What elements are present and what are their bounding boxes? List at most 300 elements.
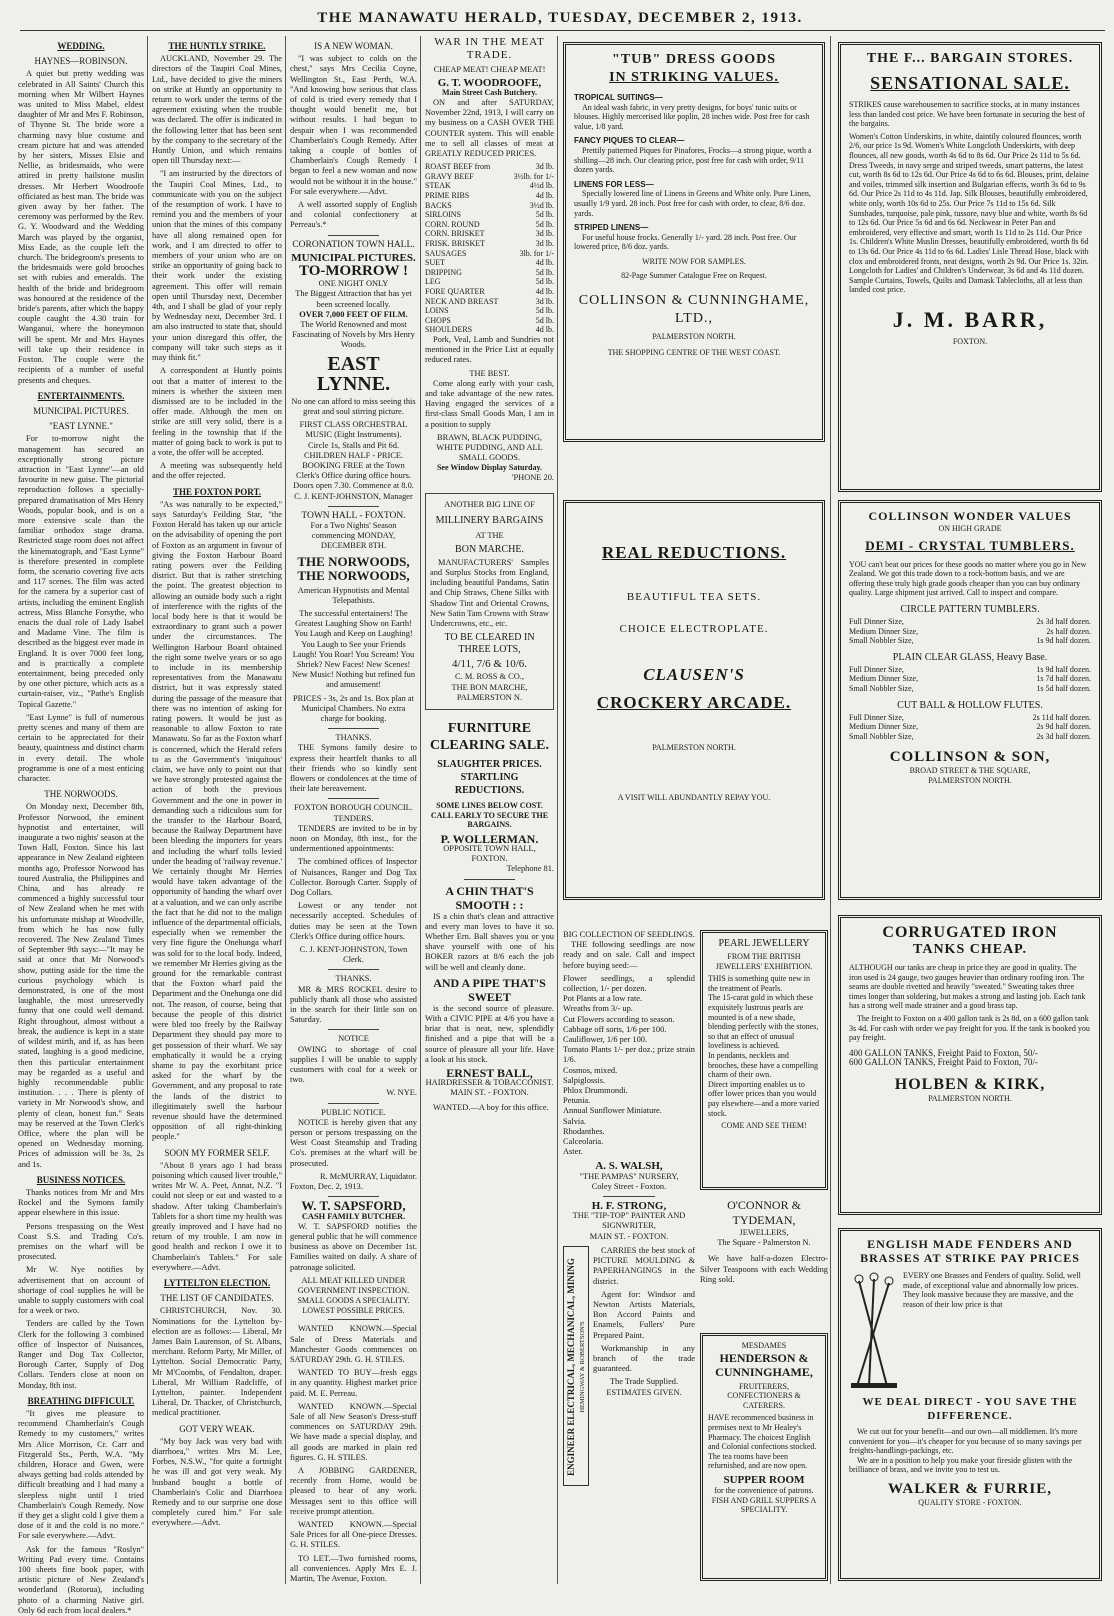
masthead: THE MANAWATU HERALD, TUESDAY, DECEMBER 2, 1913.	[317, 10, 803, 26]
iron-title-2: TANKS CHEAP.	[913, 942, 1027, 957]
meat-price-row-label: CORN. ROUND	[425, 219, 480, 229]
meat-price-row	[425, 210, 554, 220]
notice-date: Foxton, Dec. 2, 1913.	[290, 1182, 363, 1192]
coll-g3: CUT BALL & HOLLOW FLUTES.	[897, 699, 1043, 711]
masthead-rule	[20, 30, 1105, 31]
henderson-trade: FRUITERERS, CONFECTIONERS & CATERERS.	[727, 1381, 801, 1410]
attraction: The Biggest Attraction that has yet been screened locally.	[295, 289, 412, 309]
seed-item: Pot Plants at a low rate.	[563, 994, 643, 1004]
thanks-text-2: MR & MRS ROCKEL desire to publicly thank all those who assisted in the search for their little son on Saturday.	[290, 984, 417, 1025]
iron-place: PALMERSTON NORTH.	[928, 1093, 1012, 1103]
collinson-advert	[838, 500, 1102, 900]
tumbler-price-row-value: 2s 3d half dozen.	[1036, 731, 1091, 741]
new-woman-heading: IS A NEW WOMAN.	[314, 41, 393, 51]
municipal-pictures-heading: MUNICIPAL PICTURES.	[33, 405, 129, 416]
barr-title: SENSATIONAL SALE.	[870, 73, 1070, 93]
east-lynne-heading: "EAST LYNNE."	[49, 421, 113, 432]
business-notice: Mr W. Nye notifies by advertisement that on account of shortage of coal supplies he will be unable to supply customers with coal for a week or two.	[18, 1265, 144, 1316]
tumbler-price-row	[849, 665, 1091, 675]
electroplate: CHOICE ELECTROPLATE.	[619, 623, 769, 635]
tenders-heading: TENDERS.	[333, 813, 374, 823]
tumbler-price-row-value: 1s 9d half dozen.	[1036, 664, 1091, 674]
the-best: THE BEST.	[469, 368, 510, 378]
estimates: ESTIMATES GIVEN.	[606, 1387, 682, 1397]
engineer-text-2: HEMINGWAY & ROBERTSON'S	[579, 1321, 586, 1413]
hypnotists: American Hypnotists and Mental Telepathists.	[297, 585, 410, 605]
seed-item: Salvia.	[563, 1116, 587, 1126]
meat-price-row-value: 3d lb.	[535, 238, 554, 248]
strike-article: AUCKLAND, November 29. The directors of the Taupiri Coal Mines, Ltd., have decided to give the miners on strike at Huntly an opportunity to return to work under the terms of the agreement existing when the trouble was declared. The offer is indicated in the following letter that has been sent by the company to the secretary of the Huntly Union, and which remains open till Thursday next:—	[152, 54, 282, 166]
strong-text: CARRIES the best stock of PICTURE MOULDING & PAPERHANGINGS in the district.	[593, 1245, 695, 1286]
fend-text-2: We cut out for your benefit—and our own—all middlemen. It's more convenient for you—it's cheaper for you because of so many savings per freights-handlings-packings, etc.	[849, 1427, 1082, 1456]
tumbler-price-row	[849, 617, 1091, 627]
cheap-meat: CHEAP MEAT! CHEAP MEAT!	[433, 65, 546, 74]
meat-price-row	[425, 229, 554, 239]
seed-item: Cauliflower, 1/6 per 100.	[563, 1035, 648, 1045]
meat-price-row-label: ROAST BEEF from	[425, 162, 491, 172]
pearl-t4: Direct importing enables us to offer lower prices than you would pay elsewhere—and a more varied stock.	[708, 1079, 820, 1118]
coronation-hall: CORONATION TOWN HALL.	[292, 239, 415, 250]
meat-price-row-label: NECK AND BREAST	[425, 296, 499, 306]
soon-article: "About 8 years ago I had brass poisoning which caused liver trouble," writes Mr W. A. Peet, Annat, N.Z. "I could not sleep or eat and wasted to a shadow. After taking Chamberlain's Tablets for a short time my health was greatly improved and I have had no return of my trouble. I am now in good health and reckon I owe it to Chamberlain's Tablets." For sale everywhere.—Advt.	[152, 1160, 282, 1272]
thanks-heading: THANKS.	[335, 733, 372, 743]
pearl-head: PEARL JEWELLERY	[718, 938, 810, 949]
meat-price-row	[425, 249, 554, 259]
tub-title-2: IN STRIKING VALUES.	[609, 70, 779, 85]
meat-price-row	[425, 325, 554, 335]
wanted-notice: WANTED KNOWN.—Special Sale of Dress Materials and Manchester Goods commences on SATURDAY 29th. G. H. STILES.	[290, 1324, 417, 1364]
henderson-text: HAVE recommenced business in premises next to Mr Healey's Pharmacy. The choicest English and Colonial confections stocked. The tea rooms have been refurnished, and are now open.	[708, 1413, 817, 1471]
orchestra: FIRST CLASS ORCHESTRAL MUSIC (Eight Instruments).	[299, 420, 408, 440]
meat-price-row-label: PRIME RIBS	[425, 191, 470, 200]
henderson-advert	[700, 1333, 828, 1581]
tub-s3-text: Specially lowered line of Linens in Greens and White only. Pure Linen, usually 1/9 yard. 28 inch. Post free for cash with order, to clear, 8/6 doz. yards.	[574, 189, 811, 218]
town-hall: TOWN HALL - FOXTON.	[301, 510, 406, 521]
tumbler-price-row	[849, 732, 1091, 742]
come-text: Come along early with your cash, and take advantage of the new rates. Having engaged the services of a first-class Small Goods Man, I am in a position to supply	[425, 378, 554, 429]
wollerman-sub: OPPOSITE TOWN HALL, FOXTON.	[443, 843, 536, 864]
walsh-sub: "THE PAMPAS" NURSERY,	[579, 1171, 679, 1181]
call-early: CALL EARLY TO SECURE THE BARGAINS.	[430, 810, 549, 830]
got-weak-article: "My boy Jack was very bad with diarrhoea," writes Mrs M. Lee, Forbes, N.S.W., "for quite a fortnight he was ill and got very weak. My husband bought a bottle of Chamberlain's Colic and Diarrhoea Remedy and to our surprise one dose completely cured him." For sale everywhere.—Advt.	[152, 1436, 282, 1528]
soon-heading: SOON MY FORMER SELF.	[164, 1147, 270, 1158]
thanks-heading-2: THANKS.	[335, 974, 372, 984]
tumbler-price-row-label: Full Dinner Size,	[849, 712, 904, 722]
meat-price-row-label: BACKS	[425, 200, 452, 210]
business-notice: Tenders are called by the Town Clerk for the following 3 combined office of Inspector of Nuisances, Ranger and Dog Tax Collector, Borough Carter, Supply of Dog Collars. Tenders close at noon on Monday, 8th inst.	[18, 1319, 144, 1390]
real-title: REAL REDUCTIONS.	[601, 543, 787, 562]
woodroofe-text: ON and after SATURDAY, November 22nd, 1913, I will carry on my business on a CASH OVER THE COUNTER system. This will enable me to sell all classes of meat at GREATLY REDUCED PRICES.	[425, 98, 554, 159]
bon-lots: 4/11, 7/6 & 10/6.	[451, 658, 528, 671]
meat-price-row-value: 4d lb.	[535, 191, 554, 200]
wanted-notice: WANTED KNOWN.—Special Sale of all New Season's Dress-stuff commences on SATURDAY 29th. We have made a special display, and all goods are marked in plain red figures. G. H. STILES.	[290, 1401, 417, 1462]
tub-s4-head: STRIPED LINENS—	[574, 223, 649, 233]
tumbler-price-row	[849, 684, 1091, 694]
thanks-text: THE Symons family desire to express their heartfelt thanks to all their friends who so kindly sent flowers or condolences at the time of their late bereavement.	[290, 743, 417, 794]
war-heading: WAR IN THE MEAT TRADE.	[434, 36, 545, 61]
tub-firm: COLLINSON & CUNNINGHAME, LTD.,	[578, 293, 810, 327]
tenders-text-2: Lowest or any tender not necessarily accepted. Schedules of duties may be seen at the Town Clerk's Office during office hours.	[290, 901, 417, 941]
seed-item: Salpiglossis.	[563, 1075, 606, 1085]
norwoods-ad-text: The successful entertainers! The Greatest Laughing Show on Earth! You Laugh and Keep on Laughing! You Laugh to See your Friends Laugh! You Roar! You Scream! You Shriek? New Faces! New Scenes! New Music! Nothing but refined fun and amusement!	[291, 608, 416, 690]
oconnor: O'CONNOR & TYDEMAN,	[727, 1198, 801, 1227]
strong-addr: MAIN ST. - FOXTON.	[589, 1231, 669, 1241]
iron-advert	[838, 915, 1102, 1215]
coll-addr: BROAD STREET & THE SQUARE,	[909, 766, 1031, 776]
meat-price-row	[425, 162, 554, 172]
meat-price-row-label: CORN. BRISKET	[425, 229, 485, 239]
port-article: "As was naturally to be expected," says Saturday's Feilding Star, "the Foxton Herald has taken up our article on the advisability of opening the port of Foxton as an argument in favour of giving the Foxton Harbour Board rating powers over the Feilding district. But that is rather stretching the point. The greatest objection to allowing an outside body such a right of interference with the rights of the local body here is that it would be extraordinary to grant such a power under the circumstances. The Wellington Harbour Board obtained the right some twelve years or so ago to include in its membership representatives from the Manawatu district, but it was expressly stated during the passage of the measure that there was no intention of asking for rating powers. It would be just as reasonable to allow Foxton to rate Manawatu. So far as the Foxton wharf is concerned, which the Herald refers to as the Government's 'iniquitous' claim, we have only to point out that we have strongly protested against the action of both the previous Government and the one in power in demanding such a ridiculous sum for the transfer to the Harbour Board, because the Railway Department have been bleeding the importers for years and including the wharf tolls levied under the heading of 'railway revenue.' We certainly thought Mr Herries would have taken advantage of the opportunity of handing the wharf over at a valuation, and we can only ascribe the fact that he did not to the malign influence of the departmental officials, especially when we remember the very fine figure the Onehunga wharf was sold for to the local body. Indeed, we remember Mr Herries giving as the ground for the remarkable contrast that the Foxton wharf paid the Department and the Onehunga one did not. The reason, of course, being that because the people of this district were bled too freely by the Railway Department they should pay more to get possession of their wharf. We say emphatically it would be a crying shame to pay the exorbitant price asked for the wharf by the Government, and any proposal to rate the lands of the district to illegitimately swell the harbour revenue should have the determined opposition of all right-thinking people."	[152, 499, 282, 1142]
coll-text: YOU can't beat our prices for these goods no matter where you go in New Zealand. We got this trade down to a rock-bottom basis, and we are offering these truly high grade goods cheaper than you can buy ordinary quality. Large shipment just arrived. Call to inspect and compare.	[849, 559, 1087, 598]
novels: The World Renowned and most Fascinating of Novels by Mrs Henry Woods.	[292, 320, 415, 350]
meat-price-row-label: SIRLOINS	[425, 210, 462, 220]
bon-place: PALMERSTON N.	[456, 692, 523, 702]
column-divider	[147, 36, 148, 1584]
meat-price-row-value: 4½d lb.	[529, 181, 554, 191]
below-cost: SOME LINES BELOW COST.	[436, 800, 543, 810]
meat-price-row-value: 4d lb.	[535, 286, 554, 296]
seed-item: Cut Flowers according to season.	[563, 1014, 675, 1024]
lyttelton-subheading: THE LIST OF CANDIDATES.	[160, 1293, 274, 1304]
breathing-heading: BREATHING DIFFICULT.	[27, 1395, 135, 1406]
meat-price-row-label: CHOPS	[425, 315, 451, 325]
meat-price-row-label: FORE QUARTER	[425, 286, 485, 296]
east-lynne-article: For to-morrow night the management has secured an exceptionally strong picture attraction in "East Lynne"—an old favourite in new guise. The pictorial reproduction follows a specially-prepared dramatisation of Mrs Henry Woods, popular book, and is on a more extensive scale than the familiar orthodox stage drama. Restricted stage room does not affect the kinematograph, and "East Lynne" is therefore presented in complete form, the scenario covering five acts and 117 scenes. The film was acted for the camera by a superior cast of artists, including the eminent English actress, Miss Blanche Forsythe, who enacts the dual role of Lady Isabel and Madame Vine. The film is described as the biggest ever made in England. It is over 7000 feet long, and is practically a complete entertainment, being preceded only by one other picture, which acts as a curtain-raiser, viz., "Pathe's English Topical Gazette."	[18, 434, 144, 709]
meat-price-row	[425, 258, 554, 268]
seed-item: Calceolaria.	[563, 1137, 604, 1147]
tumbler-price-row-label: Small Nobbler Size,	[849, 683, 914, 693]
foxton-port-heading: THE FOXTON PORT.	[172, 486, 262, 497]
seed-item: Cosmos, mixed.	[563, 1065, 618, 1075]
doors: Doors open 7.30. Commence at 8.0.	[293, 481, 414, 491]
visit: A VISIT WILL ABUNDANTLY REPAY YOU.	[617, 792, 771, 802]
wedding-article: A quiet but pretty wedding was celebrated in All Saints' Church this morning when Mr Wilbert Haynes was united to Miss Mabel, eldest daughter of Mr and Mrs F. Robinson, of Thynne St. The bride wore a charming navy blue costume and cream picture hat and was attended by her sisters, Misses Elsie and Nellie, as bridesmaids, who were attired in pretty hailstone muslin dresses. Mr Herbert Woodroofe officiated as best man. The bride was given away by her father. The ceremony was performed by the Rev. G. Y. Woodward and the Wedding March was played by the organist, Miss Eade, as the couple left the church. The bridegroom's presents to the bridesmaids were gold brooches set with rubies and emeralds. The health of the bride and bridegroom was honoured at the residence of the bride's parents, after which the happy couple caught the 4.30 train for Wanganui, where the honeymoon will be spent. Mr and Mrs Haynes will take up their residence in Foxton. The couple were the recipients of a number of useful presents and cheques.	[18, 69, 144, 385]
pearl-t1: THIS is something quite new in the treatment of Pearls.	[708, 974, 810, 993]
barr-place: FOXTON.	[952, 336, 988, 346]
oconnor-advert	[700, 1198, 828, 1328]
wedding-subheading: HAYNES—ROBINSON.	[34, 56, 128, 67]
tumbler-price-row-label: Small Nobbler Size,	[849, 636, 914, 646]
walsh: A. S. WALSH,	[595, 1160, 663, 1173]
tub-s1-head: TROPICAL SUITINGS—	[574, 93, 663, 102]
tumbler-price-row-label: Full Dinner Size,	[849, 616, 904, 626]
coll-g3-rows	[849, 713, 1091, 742]
tumbler-price-row	[849, 627, 1091, 637]
tumbler-price-row-label: Medium Dinner Size,	[849, 674, 919, 684]
strong-text-3: Workmanship in any branch of the trade guaranteed.	[593, 1343, 695, 1374]
iron-freight: The freight to Foxton on a 400 gallon tank is 2s 8d, on a 600 gallon tank 3s 4d. For cash with order we pay freight for you. If the tank is booked you pay freight.	[849, 1013, 1090, 1043]
one-night: ONE NIGHT ONLY	[318, 279, 389, 289]
meat-price-row-label: LOINS	[425, 306, 449, 316]
strike-article: A correspondent at Huntly points out that a matter of interest to the miners is whether the sixteen men dismissed are to be included in the offer made. Although the men on strike are still very solid, there is a feeling in the township that if the matter of going back to work is put to a vote, the offer will be accepted.	[152, 366, 282, 457]
pipe-text: is the second source of pleasure. With a CIVIC PIPE at 4/6 you have a briar that is neat, new, splendidly finished and a pipe that will be a source of pleasure all your life. Have a look at his stock.	[425, 1003, 554, 1064]
tumbler-price-row-value: 1s 5d half dozen.	[1036, 683, 1091, 693]
town-clerk: C. J. KENT-JOHNSTON, Town Clerk.	[299, 945, 408, 965]
seed-item: Wreaths from 3/- up.	[563, 1004, 633, 1014]
coal-notice: OWING to shortage of coal supplies I will be unable to supply customers with coal for a week or two.	[290, 1044, 417, 1085]
notice-heading: NOTICE	[338, 1034, 369, 1044]
meat-price-row	[425, 220, 554, 230]
meat-price-row-value: 3d lb.	[535, 162, 554, 172]
entertainments-heading: ENTERTAINMENTS.	[37, 390, 125, 401]
tub-s3-head: LINENS FOR LESS—	[574, 179, 654, 189]
strong: H. F. STRONG,	[591, 1200, 667, 1213]
column-divider	[557, 36, 558, 1584]
business-notices-heading: BUSINESS NOTICES.	[36, 1174, 126, 1185]
brawn: BRAWN, BLACK PUDDING, WHITE PUDDING, AND ALL SMALL GOODS.	[436, 432, 543, 463]
meat-price-row-value: 3d lb.	[535, 229, 554, 239]
pearl-come: COME AND SEE THEM!	[721, 1121, 807, 1131]
prices: Circle 1s, Stalls and Pit 6d. CHILDREN HALF - PRICE. BOOKING FREE at the Town Clerk's Office during office hours.	[296, 440, 411, 481]
mcmurray: R. McMURRAY, Liquidator.	[319, 1171, 417, 1181]
bon-line-4: BON MARCHE.	[455, 543, 524, 555]
meat-price-row-value: 5d lb.	[535, 267, 554, 277]
tumbler-price-row	[849, 713, 1091, 723]
meat-price-row-value: 5d lb.	[535, 219, 554, 229]
woodroofe: G. T. WOODROOFE,	[437, 77, 542, 90]
strong-text-2: Agent for: Windsor and Newton Artists Materials, Bon Accord Paints and Enamels, Fullers' Pure Prepared Paint.	[593, 1289, 695, 1340]
tank-400: 400 GALLON TANKS, Freight Paid to Foxton, 50/-	[849, 1047, 1038, 1058]
meat-price-row-value: 5d lb.	[535, 277, 554, 287]
coll-g2: PLAIN CLEAR GLASS, Heavy Base.	[892, 651, 1048, 663]
coll-g1: CIRCLE PATTERN TUMBLERS.	[900, 603, 1040, 615]
tank-600: 600 GALLON TANKS, Freight Paid to Foxton, 70/-	[849, 1057, 1038, 1068]
mesdames: MESDAMES	[741, 1341, 787, 1350]
meat-price-row	[425, 306, 554, 316]
bon-name: THE BON MARCHE,	[451, 682, 528, 692]
fenders-advert	[838, 1228, 1102, 1581]
chin-title: A CHIN THAT'S SMOOTH : :	[445, 883, 534, 912]
ball-addr: MAIN ST. - FOXTON.	[450, 1088, 529, 1098]
sapsford-sub: CASH FAMILY BUTCHER.	[301, 1211, 406, 1221]
tub-catalogue: 82-Page Summer Catalogue Free on Request.	[621, 270, 767, 280]
clausens: CLAUSEN'S	[643, 665, 745, 684]
tub-centre: THE SHOPPING CENTRE OF THE WEST COAST.	[607, 347, 781, 357]
tub-s2-head: FANCY PIQUES TO CLEAR—	[574, 136, 685, 146]
lyttelton-heading: LYTTELTON ELECTION.	[163, 1277, 271, 1288]
wollerman: P. WOLLERMAN.	[440, 831, 539, 846]
bon-clear: TO BE CLEARED IN THREE LOTS,	[444, 632, 535, 656]
phone: 'PHONE 20.	[512, 472, 554, 482]
public-notice-text: NOTICE is hereby given that any person or persons trespassing on the West Coast Steamship and Trading Co's. premises at the wharf will be prosecuted.	[290, 1117, 417, 1168]
tumbler-price-row-label: Medium Dinner Size,	[849, 722, 919, 732]
wanted-boy: WANTED.—A boy for this office.	[433, 1102, 549, 1112]
seed-item: Annual Sunflower Miniature.	[563, 1106, 662, 1116]
barr-top: THE F... BARGAIN STORES.	[866, 51, 1074, 66]
barr-text: STRIKES cause warehousemen to sacrifice stocks, at in many instances less than landed cost price. We have been fortunate in securing the best of the bargains.	[849, 100, 1086, 129]
meat-price-row-label: LEG	[425, 277, 441, 287]
seed-item: Cabbage off sorts, 1/6 per 100.	[563, 1024, 667, 1034]
fend-firm: WALKER & FURRIE,	[888, 1480, 1052, 1497]
coll-title: DEMI - CRYSTAL TUMBLERS.	[865, 537, 1075, 553]
public-notice-heading: PUBLIC NOTICE.	[321, 1107, 386, 1117]
tumbler-price-row-label: Medium Dinner Size,	[849, 626, 919, 636]
pearl-t3: In pendants, necklets and brooches, these have a compelling charm of their own.	[708, 1050, 818, 1080]
tumbler-price-row-value: 2s half dozen.	[1046, 626, 1091, 636]
bon-line-3: AT THE	[475, 531, 504, 541]
clausen-advert	[563, 500, 825, 900]
trade-supplied: The Trade Supplied.	[609, 1377, 679, 1387]
strike-article: A meeting was subsequently held and the offer rejected.	[152, 461, 282, 481]
meat-price-row-value: 5d lb.	[535, 315, 554, 325]
afford-text: No one can afford to miss seeing this great and soul stirring picture.	[291, 396, 416, 416]
bon-line-2: MILLINERY BARGAINS	[435, 515, 544, 527]
fend-text: EVERY one Brasses and Fenders of quality. Solid, well made, of exceptional value and abnormally low prices. They look massive because they are massive, and the reason of their low price is that	[903, 1271, 1081, 1309]
column-4	[425, 36, 554, 1581]
wedding-heading: WEDDING.	[57, 41, 105, 51]
meat-price-row-value: 3½lb. for 1/-	[513, 171, 554, 181]
meat-price-row	[425, 191, 554, 201]
furniture-title: FURNITURE CLEARING SALE.	[429, 720, 550, 753]
feet-of-film: OVER 7,000 FEET OF FILM.	[299, 309, 408, 319]
supper: SUPPER ROOM	[723, 1473, 805, 1486]
norwoods-title: THE NORWOODS, THE NORWOODS,	[297, 553, 410, 583]
coll-g1-rows	[849, 617, 1091, 646]
barr-items: Women's Cotton Underskirts, in white, daintily coloured flounces, worth 2/6, our price 1s 9d. Women's White Longcloth Underskirts, with deep flounces, all new goods, worth 4s 6d to 8s 6d. Our Price 2s 11d to 5s 6d. Dress Tweeds, in navy serge and striped tweeds, smart patterns, the latest cut, worth 8s 6d to 12s 6d. Our Price 4s 6d to 6s 6d. Blouses, print, delaine and voiles, trimmed silk insertion and Bulgarian effects, worth 3s 6d to 9s 6d. Our Price 2s 11d to 4s 11d. Jap. Silk Blouses, beautifully embroidered, white only, worth 10s 6d to 25s. Our Price 7s 11d to 15s 6d. Silk Sunshades, turquoise, pale pink, tussore, navy blue and white, worth 8s 6d to 12s 6d. Our Price 5s 6d and 6s 6d. Neckwear in Peter Pan and embroidered, very effective and smart, worth 1s 11d to 2s 11d. Our Price 1s. Children's White Muslin Dresses, beautifully embroidered, worth 8s 6d to 13s 6d. Our Price 4s 11d to 6s 6d. Ladies' Lisle Thread Hose, black with clox and embroidered fronts, neat designs, worth 2s 9d. Our Price 1s. 32in. Longcloth for Ladies' and Children's Underwear, 3s 6d and 4s 11d dozen. Sample Curtains, Towels, Quilts and Damask Tablecloths, all at less than landed cost price.	[849, 131, 1089, 295]
bon-text: MANUFACTURERS' Samples and Surplus Stocks from England, including beautiful Pandams, Satin and Chip Straws, Chene Silks with Shadow Tint and Oriental Crowns, New Satin Tam Crowns with Straw Undercrowns, etc., etc.	[430, 557, 549, 628]
tub-s4-text: For useful house frocks. Generally 1/- yard. 28 inch. Post free. Our lowered price, 8/6 doz. yards.	[574, 232, 797, 252]
iron-firm: HOLBEN & KIRK,	[894, 1075, 1046, 1093]
bon-ross: C. M. ROSS & CO.,	[455, 672, 524, 682]
tumbler-price-row-value: 1s 7d half dozen.	[1036, 674, 1091, 684]
new-woman-article: "I was subject to colds on the chest," says Mrs Cecilia Coyne, Wellington St., East Perth, W.A. "And knowing how serious that class of cold is tried every remedy that I thought would benefit me, but without results. I had begun to despair when I was recommended Chamberlain's Cough Remedy. After taking a couple of bottles of Chamberlain's Cough Remedy I began to feel a new woman and now would not be without it in the house." For sale everywhere.—Advt.	[290, 54, 417, 196]
henderson: HENDERSON & CUNNINGHAME,	[715, 1350, 813, 1379]
meat-price-row-value: 5d lb.	[535, 306, 554, 316]
meat-price-row	[425, 268, 554, 278]
barr-advert	[838, 42, 1102, 492]
fend-deal: WE DEAL DIRECT - YOU SAVE THE DIFFERENCE.	[862, 1396, 1078, 1422]
tenders-text: TENDERS are invited to be in by noon on Monday, 8th inst., for the undermentioned appointments:	[290, 823, 417, 854]
meat-price-row	[425, 172, 554, 182]
season: For a Two Nights' Season commencing MONDAY, DECEMBER 8TH.	[310, 520, 397, 551]
coll-head: COLLINSON WONDER VALUES	[868, 509, 1072, 523]
coll-g2-rows	[849, 665, 1091, 694]
seed-head: BIG COLLECTION OF SEEDLINGS.	[563, 930, 695, 939]
meat-price-row	[425, 201, 554, 211]
tumbler-price-row-value: 2s 11d half dozen.	[1032, 712, 1091, 722]
got-weak-heading: GOT VERY WEAK.	[179, 1423, 255, 1434]
tub-title-1: "TUB" DRESS GOODS	[611, 52, 777, 67]
meat-price-row-label: GRAVY BEEF	[425, 171, 474, 181]
tumbler-price-row-value: 2s 9d half dozen.	[1036, 722, 1091, 732]
column-divider	[420, 36, 421, 1584]
tumbler-price-row	[849, 674, 1091, 684]
strike-article: "I am instructed by the directors of the Taupiri Coal Mines, Ltd., to communicate with you on the subject of the resumption of work. I have to remind you and the members of your union that the mines of this company have all along remained open for work, and I am directed to offer to members of your union who are on strike an opportunity of going back to their work under the existing agreement. This offer will remain open until Thursday next, December 4th, and I shall be glad of your reply by Wednesday next, December 3rd. I am also instructed to state that, should your union disregard this offer, the company will take such steps as it may think fit."	[152, 169, 282, 363]
pearl-sub: FROM THE BRITISH JEWELLERS' EXHIBITION.	[715, 952, 813, 971]
chin-text: IS a chin that's clean and attractive and every man loves to have it so. Whether Ern. Ball shaves you or you shave yourself with one of his BOKER razors at 8/6 each the job will be well and cleanly done.	[425, 911, 554, 972]
slaughter: SLAUGHTER PRICES. STARTLING REDUCTIONS.	[437, 758, 542, 796]
east-lynne-article-2: "East Lynne" is full of numerous pretty scenes and many of them are certain to be appreciated for their beauty, quaintness and distinct charm in every detail. The whole programme is one of a most enticing character.	[18, 712, 144, 784]
seed-item: Flower seedlings, a splendid collection, 1/- per dozen.	[563, 973, 695, 994]
real-place: PALMERSTON NORTH.	[652, 743, 736, 752]
fend-title: ENGLISH MADE FENDERS AND BRASSES AT STRIKE PAY PRICES	[860, 1237, 1080, 1265]
tub-s2-text: Prettily patterned Piques for Pinafores, Frocks—a strong pique, worth a shilling—28 inch. Our clearing price, post free for cash with order, 9/11 dozen yards.	[574, 145, 812, 175]
tumbler-price-row-label: Full Dinner Size,	[849, 664, 904, 674]
coll-sub: ON HIGH GRADE	[938, 524, 1002, 533]
norwoods-article: On Monday next, December 8th, Professor Norwood, the eminent hypnotist and entertainer, will inaugurate a two nights' season at the Town Hall, Foxton. Since his last appearance in New Zealand eighteen months ago, Professor Norwood has toured Australia, the Philippines and China, and has already re commenced a highly successful tour of New Zealand when he met with his unfortunate mishap at Woodville, from which he has now fully recovered. The New Zealand Times of September 9th says:—"It may be said at once that Mr Norwood's show, putting aside for the time the curious psychology which is demonstrated, is one of the most laughable, the most unreservedly funny that one could well demand. Right throughout, almost without a break, the audience is kept in a state of wildest mirth, and if, as has been stated, laughing is a good medicine, then this particular entertainment may be regarded as a useful and highly recommendable public institution. . . . There is plenty of variety in Mr Norwood's show, and plenty of clean, honest fun." Seats may be reserved at the Town Clerk's Office, where the plan will be opened on Wednesday morning. Prices of admission will be 3s, 2s and 1s.	[18, 802, 144, 1169]
tea-sets: BEAUTIFUL TEA SETS.	[626, 591, 762, 603]
meat-price-row	[425, 316, 554, 326]
tub-write: WRITE NOW FOR SAMPLES.	[642, 256, 746, 266]
bon-line-1: ANOTHER BIG LINE OF	[444, 500, 535, 510]
tenders-items: The combined offices of Inspector of Nuisances, Ranger and Dog Tax Collector. Borough Carter. Supply of Dog Collars.	[290, 857, 417, 898]
norwoods-prices: PRICES - 3s, 2s and 1s. Box plan at Municipal Chambers. No extra charge for booking.	[293, 693, 414, 723]
meat-price-row-value: 4d lb.	[535, 258, 554, 268]
tumbler-price-row-value: 2s 3d half dozen.	[1036, 616, 1091, 626]
business-notice: Persons trespassing on the West Coast S.S. and Trading Co's. premises on the wharf will be prosecuted.	[18, 1221, 144, 1262]
council-heading: FOXTON BOROUGH COUNCIL.	[294, 803, 413, 813]
meat-price-row-value: 3½d lb.	[529, 200, 554, 210]
pearl-t2: The 15-carat gold in which these exquisitely lustrous pearls are mounted is of a new shade, blending perfectly with the stones, so that an effect of unusual loveliness is achieved.	[708, 993, 819, 1051]
meat-price-row-label: SAUSAGES	[425, 248, 467, 258]
meat-price-row	[425, 277, 554, 287]
meat-price-row-label: SHOULDERS	[425, 325, 473, 335]
confectionery-notice: A well assorted supply of English and colonial confectionery at Perreau's.*	[290, 200, 417, 230]
column-divider	[285, 36, 286, 1584]
iron-title-1: CORRUGATED IRON	[882, 924, 1058, 941]
seed-list	[563, 974, 695, 1158]
engineer-text: ENGINEER ELECTRICAL, MECHANICAL, MINING	[566, 1258, 576, 1476]
meat-price-row-value: 5d lb.	[535, 210, 554, 220]
huntly-strike-heading: THE HUNTLY STRIKE.	[168, 41, 266, 51]
engineer-advert	[563, 1246, 589, 1486]
sapsford-title: W. T. SAPSFORD,	[301, 1198, 406, 1214]
kent-johnston: C. J. KENT-JOHNSTON, Manager	[294, 491, 413, 501]
nye: W. NYE.	[386, 1088, 417, 1098]
crockery-arcade: CROCKERY ARCADE.	[596, 693, 792, 712]
tomorrow-label: TO-MORROW !	[298, 263, 409, 280]
meat-price-list	[425, 162, 554, 335]
east-lynne-title: EAST LYNNE.	[316, 352, 391, 395]
oconnor-addr: The Square - Palmerston N.	[717, 1238, 811, 1248]
barr-firm: J. M. BARR,	[892, 306, 1048, 332]
tub-advert	[563, 42, 825, 442]
fend-text-3: We are in a position to help you make your fireside glisten with the brilliance of brass, and we invite you to test us.	[849, 1455, 1073, 1475]
woodroofe-sub: Main Street Cash Butchery.	[442, 88, 537, 98]
strong-sub: THE "TIP-TOP" PAINTER AND SIGNWRITER,	[572, 1211, 686, 1231]
tumbler-price-row	[849, 722, 1091, 732]
column-2	[152, 36, 282, 1581]
fish: FISH AND GRILL SUPPERS A SPECIALITY.	[711, 1495, 817, 1515]
business-notice: Thanks notices from Mr and Mrs Rockel and the Symons family appear elsewhere in this issue.	[18, 1187, 144, 1218]
breathing-article: "It gives me pleasure to recommend Chamberlain's Cough Remedy to my customers," writes Mrs Alice Morrison, Cr. Carr and Fitzgerald Sts., Perth, W.A. "My children, Horace and Gwen, were always getting bad colds attended by difficult breathing and I had many a sleepless night until I tried Chamberlain's Cough Remedy. Now if they get a slight cold I give them a dose of it and the cold is no more." For sale everywhere.—Advt.	[18, 1409, 144, 1541]
column-1	[18, 36, 144, 1615]
meat-price-row	[425, 181, 554, 191]
wanted-notice: WANTED KNOWN.—Special Sale Prices for all One-piece Dresses. G. H. STILES.	[290, 1519, 417, 1550]
pipe-title: AND A PIPE THAT'S SWEET	[433, 975, 546, 1004]
tumbler-price-row-label: Small Nobbler Size,	[849, 731, 914, 741]
column-3	[290, 36, 417, 1581]
jewellers: JEWELLERS,	[739, 1228, 789, 1237]
ball-sub: HAIRDRESSER & TOBACCONIST.	[425, 1078, 554, 1088]
seed-item: Petunia.	[563, 1096, 591, 1106]
meat-price-row	[425, 297, 554, 307]
pork-text: Pork, Veal, Lamb and Sundries not mentioned in the Price List at equally reduced rates.	[425, 334, 554, 365]
tub-s1-text: An ideal wash fabric, in very pretty designs, for boys' tunic suits or blouses. Highly mercerised like poplin, 28 inches wide. Post free for cash value, 1/8 yard.	[574, 102, 810, 131]
window-display: See Window Display Saturday.	[436, 463, 543, 473]
roslyn-notice: Ask for the famous "Roslyn" Writing Pad every time. Contains 100 sheets fine book paper, with artistic picture of New Zealand's wonderland (Rotorua), including photo of a charming Native girl. Only 6d each from local dealers.*	[18, 1544, 144, 1615]
fend-place: QUALITY STORE - FOXTON.	[918, 1497, 1022, 1507]
seed-text: THE following seedlings are now ready and on sale. Call and inspect before buying seed:—	[563, 940, 695, 970]
municipal-pictures-ad: MUNICIPAL PICTURES.	[291, 251, 416, 264]
pearl-advert	[700, 930, 828, 1190]
seedlings-column	[563, 930, 695, 1580]
wanted-notice: TO LET.—Two furnished rooms, all conveniences. Apply Mrs E. J. Martin, The Avenue, Foxton.	[290, 1553, 417, 1583]
sapsford-small: SMALL GOODS A SPECIALITY. LOWEST POSSIBLE PRICES.	[297, 1296, 410, 1315]
teaspoons: We have half-a-dozen Electro-Silver Teaspoons with each Wedding Ring sold.	[700, 1254, 828, 1284]
supper-2: for the convenience of patrons.	[714, 1485, 814, 1495]
coll-firm: COLLINSON & SON,	[889, 749, 1051, 766]
